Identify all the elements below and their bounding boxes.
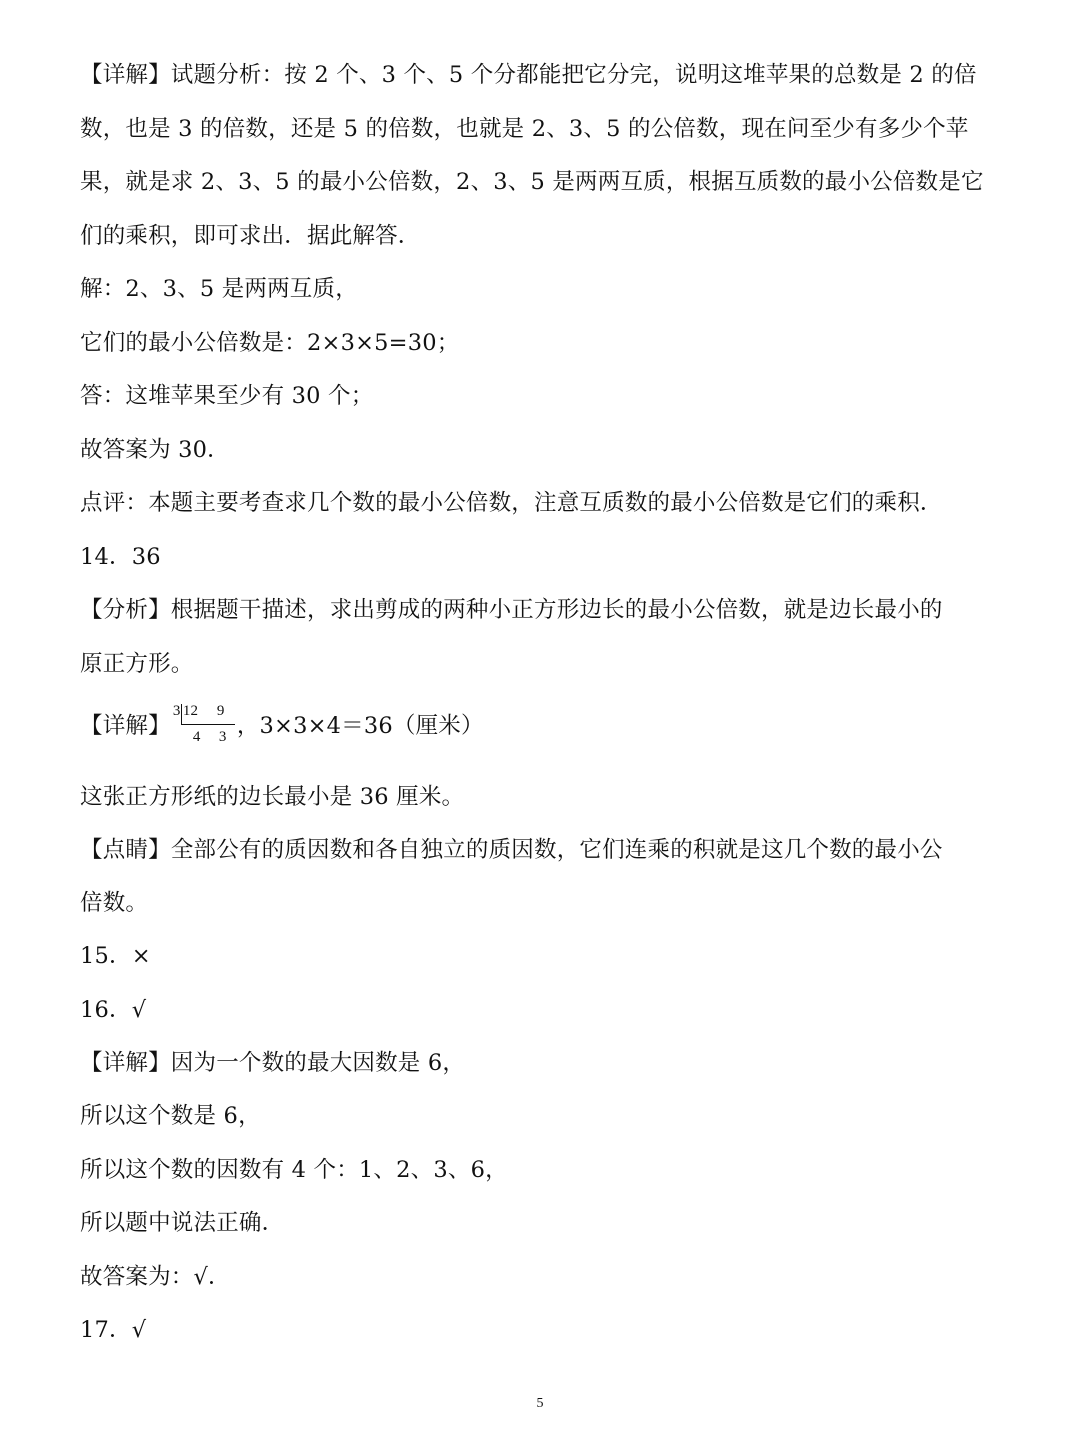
short-division-diagram xyxy=(173,701,235,749)
question-number: 15．× xyxy=(80,943,151,969)
division-quotient-2: 3 xyxy=(218,729,227,745)
division-dividend-2: 9 xyxy=(216,703,225,719)
division-divisor: 3 xyxy=(172,703,181,719)
text-line: 所以这个数是 6， xyxy=(80,1103,261,1129)
text-line: 数，也是 3 的倍数，还是 5 的倍数，也就是 2、3、5 的公倍数，现在问至少有多少个苹 xyxy=(80,116,969,142)
text-line: 原正方形。 xyxy=(80,651,194,677)
text-line: 果，就是求 2、3、5 的最小公倍数，2、3、5 是两两互质，根据互质数的最小公倍数是它 xyxy=(80,169,984,195)
division-quotient-1: 4 xyxy=(192,729,201,745)
text-line: 【点睛】全部公有的质因数和各自独立的质因数，它们连乘的积就是这几个数的最小公 xyxy=(80,837,943,863)
text-line: 所以这个数的因数有 4 个：1、2、3、6， xyxy=(80,1157,508,1183)
text-line: 们的乘积，即可求出．据此解答． xyxy=(80,223,421,249)
text-line: 这张正方形纸的边长最小是 36 厘米。 xyxy=(80,784,465,810)
text-line: 解：2、3、5 是两两互质， xyxy=(80,276,358,302)
text-line: 倍数。 xyxy=(80,890,149,916)
text-line: 故答案为 30． xyxy=(80,437,230,463)
question-number: 17．√ xyxy=(80,1317,147,1343)
text-line: 【分析】根据题干描述，求出剪成的两种小正方形边长的最小公倍数，就是边长最小的 xyxy=(80,597,943,623)
detail-line xyxy=(80,702,1010,750)
text-line: 【详解】因为一个数的最大因数是 6， xyxy=(80,1050,466,1076)
text-line: 故答案为：√． xyxy=(80,1264,231,1290)
detail-prefix: 【详解】 xyxy=(80,713,171,739)
text-line: 点评：本题主要考查求几个数的最小公倍数，注意互质数的最小公倍数是它们的乘积． xyxy=(80,490,943,516)
division-horizontal-bar xyxy=(181,724,235,725)
text-line: 它们的最小公倍数是：2×3×5=30； xyxy=(80,330,460,356)
detail-suffix: ，3×3×4＝36（厘米） xyxy=(236,713,484,739)
division-vertical-bar xyxy=(181,704,182,724)
division-dividend-1: 12 xyxy=(182,703,199,719)
question-number: 16．√ xyxy=(80,997,147,1023)
text-line: 答：这堆苹果至少有 30 个； xyxy=(80,383,374,409)
question-number: 14．36 xyxy=(80,544,161,570)
text-line: 所以题中说法正确． xyxy=(80,1210,285,1236)
text-line: 【详解】试题分析：按 2 个、3 个、5 个分都能把它分完，说明这堆苹果的总数是 2 的倍 xyxy=(80,62,977,88)
page-number: 5 xyxy=(536,1396,544,1411)
